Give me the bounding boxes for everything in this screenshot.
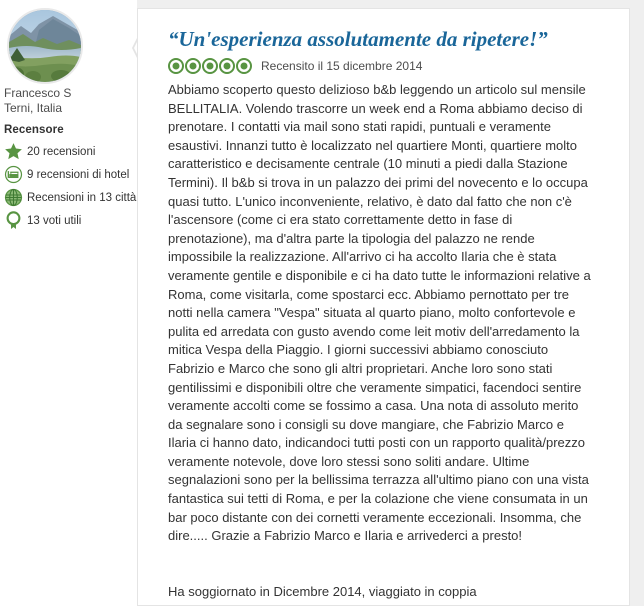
member-badge-title: Recensore xyxy=(4,124,64,136)
review-bubble xyxy=(137,8,630,606)
stat-label-cities: Recensioni in 13 città xyxy=(27,191,137,204)
stat-label-hotel-reviews: 9 recensioni di hotel xyxy=(27,168,130,181)
rating-bubbles xyxy=(168,58,252,74)
stat-row-hotel-reviews xyxy=(2,163,128,186)
member-name[interactable]: Francesco S xyxy=(4,86,72,100)
member-location: Terni, Italia xyxy=(4,101,63,115)
star-icon xyxy=(2,141,24,163)
member-stats-list xyxy=(2,140,137,232)
stay-info: Ha soggiornato in Dicembre 2014, viaggiato in coppia xyxy=(168,584,477,599)
globe-icon xyxy=(2,187,24,209)
review-title[interactable]: “Un'esperienza assolutamente da ripetere!” xyxy=(168,27,548,51)
award-ribbon-icon xyxy=(2,210,24,232)
review-body xyxy=(168,81,592,546)
review-date: Recensito il 15 dicembre 2014 xyxy=(261,59,423,73)
review-body-text: Abbiamo scoperto questo delizioso b&b leggendo un articolo sul mensile BELLITALIA. Volendo trascorre un week end a Roma abbiamo deciso di prenotare. I contatti via mail sono stati rapidi, puntuali e veramente esaustivi. Innanzi tutto è localizzato nel quartiere Monti, quartiere molto caratteristico e decisamente centrale (10 minuti a piedi dalla Stazione Termini). Il b&b si trova in un palazzo dei primi del novecento e lo occupa quasi tutto. L'unico inconveniente, relativo, è dato dal fatto che non c'è l'ascensore (come ci era stato correttamente detto in fase di prenotazione), ma d'altra parte la tipologia del palazzo ne rende impossibile la realizzazione. All'arrivo ci ha accolto Ilaria che è stata veramente gentile e disponibile e ci ha dato tutte le informazioni relative a Roma, come visitarla, come spostarci ecc. Abbiamo pernottato per tre notti nella camera "Vespa" situata al quarto piano, molto confortevole e pulita ed arredata con gusto avendo come leit motiv dell'arredamento la mitica Vespa della Piaggio. I giorni successivi abbiamo conosciuto Fabrizio e Marco che sono gli altri proprietari. Anche loro sono stati gentilissimi e disponibili oltre che veramente simpatici, facendoci sentire veramente accolti come se fossimo a casa. Una nota di assoluto merito da segnalare sono i consigli su dove mangiare, che Fabrizio Marco e Ilaria ci hanno dato, indicandoci tutti posti con un rapporto qualità/prezzo veramente notevole, dove loro stessi sono soliti andare. Ultime segnalazioni sono per la bellissima terrazza all'ultimo piano con una vista fantastica sui tetti di Roma, e per la colazione che viene consumata in un bar poco distante con dei cornetti veramente eccezionali. Insomma, che dire..... Grazie a Fabrizio Marco e Ilaria e arrivederci a presto! xyxy=(168,82,591,544)
page-frame-top xyxy=(137,0,644,8)
avatar-landscape-photo xyxy=(9,10,81,82)
stat-row-helpful-votes xyxy=(2,209,128,232)
stat-label-reviews: 20 recensioni xyxy=(27,145,96,158)
rating-bubble-5 xyxy=(236,58,252,74)
rating-bubble-3 xyxy=(202,58,218,74)
rating-line xyxy=(168,58,422,74)
rating-bubble-4 xyxy=(219,58,235,74)
bed-icon xyxy=(2,164,24,186)
stat-row-cities xyxy=(2,186,137,209)
stat-row-reviews xyxy=(2,140,128,163)
member-info-column xyxy=(0,0,137,606)
stat-label-helpful-votes: 13 voti utili xyxy=(27,214,82,227)
avatar[interactable] xyxy=(7,8,83,84)
page-frame-right xyxy=(630,0,644,606)
rating-bubble-1 xyxy=(168,58,184,74)
rating-bubble-2 xyxy=(185,58,201,74)
